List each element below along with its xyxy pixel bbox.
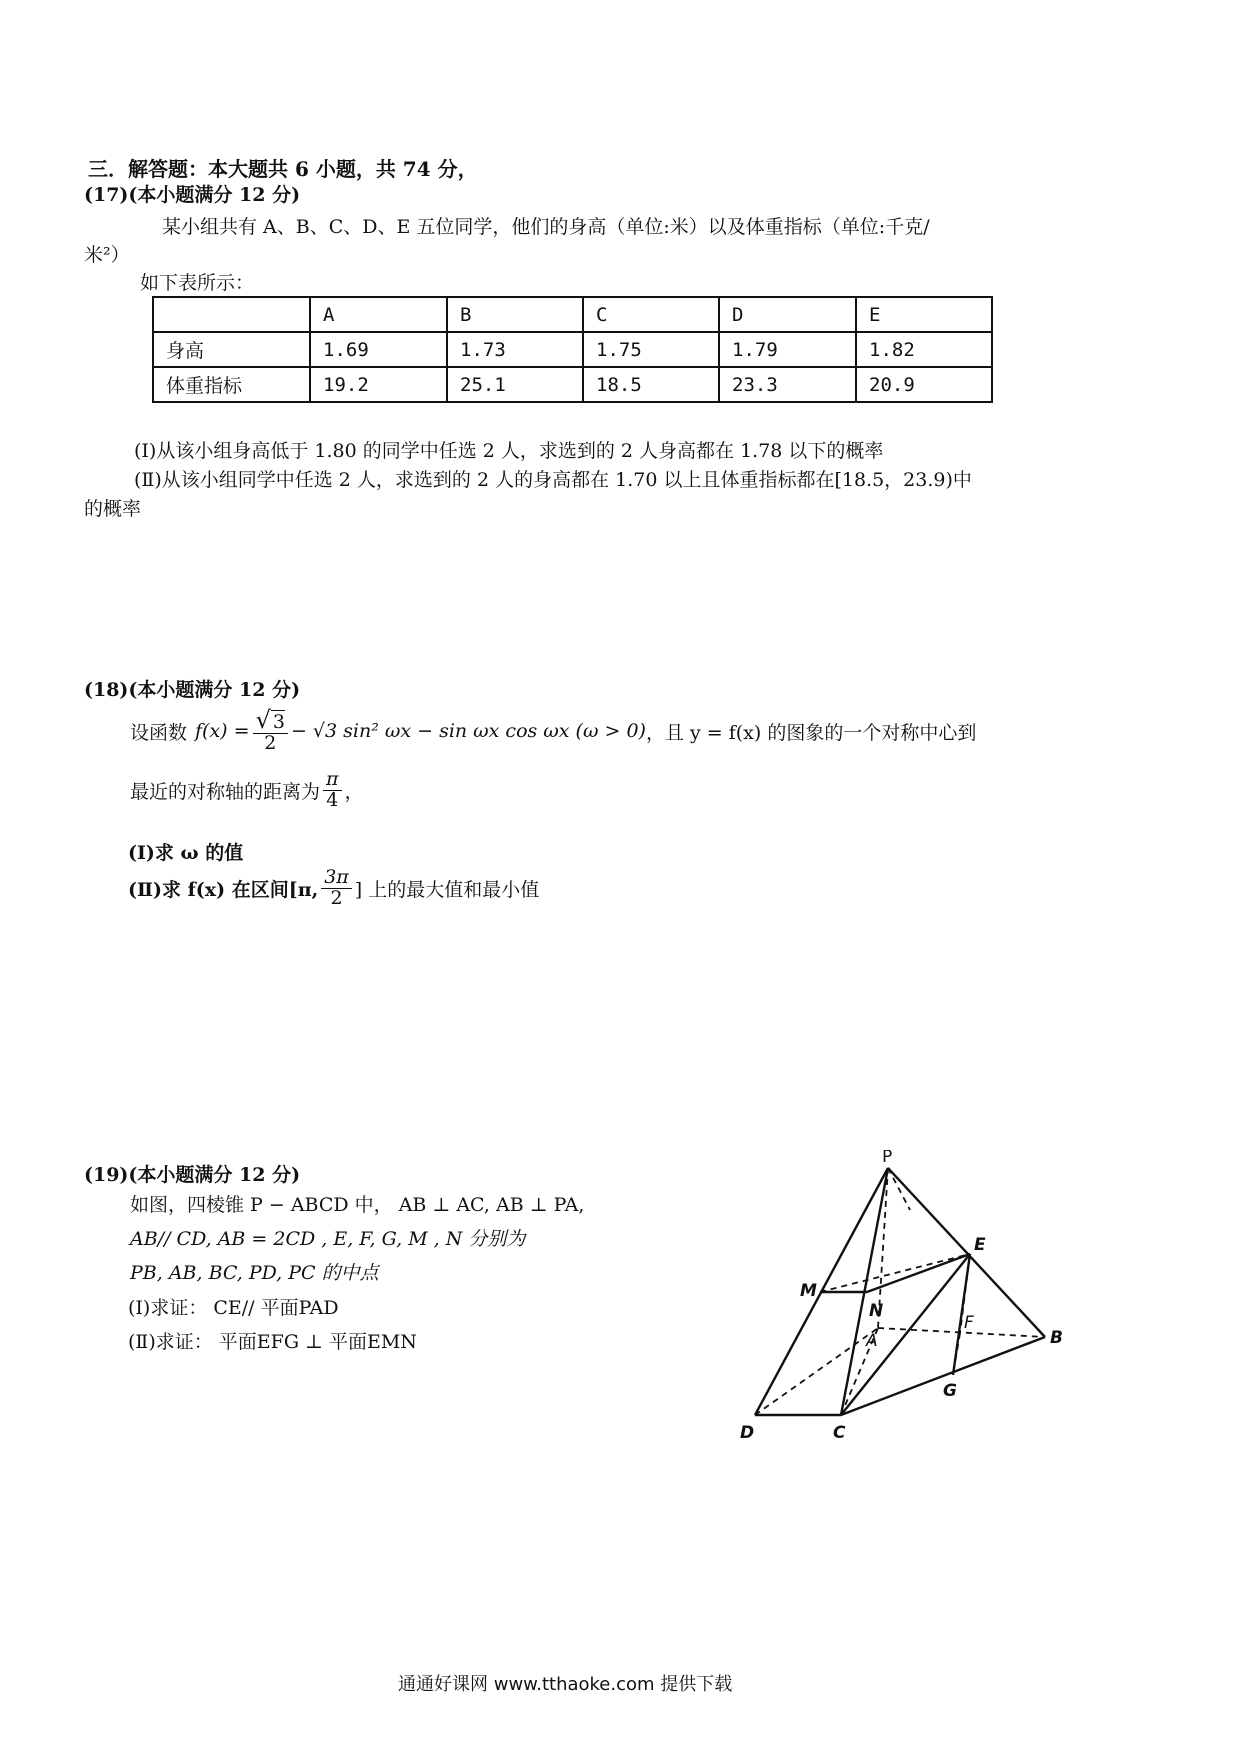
q18-middle-expr: − √3 sin² ωx − sin ωx cos ωx (ω > 0)	[290, 720, 646, 743]
table-header-cell	[153, 297, 310, 332]
q18-f-of-x: f(x) =	[195, 720, 250, 743]
table-row-label: 身高	[153, 332, 310, 367]
table-cell: 1.82	[856, 332, 992, 367]
table-cell: 25.1	[447, 367, 583, 402]
q18-part2	[128, 868, 539, 909]
table-cell: 19.2	[310, 367, 447, 402]
table-header-cell: A	[310, 297, 447, 332]
q17-header: (17)(本小题满分 12 分)	[84, 184, 301, 206]
label-A: A	[866, 1331, 878, 1351]
q19-part1: (Ⅰ)求证： CE// 平面PAD	[128, 1297, 339, 1319]
table-cell: 20.9	[856, 367, 992, 402]
q18-stem-line1	[130, 708, 976, 754]
q18-header: (18)(本小题满分 12 分)	[84, 679, 301, 701]
q17-intro-line1: 某小组共有 A、B、C、D、E 五位同学，他们的身高（单位:米）以及体重指标（单位:千克/	[162, 216, 930, 238]
q17-part2-line1: (Ⅱ)从该小组同学中任选 2 人，求选到的 2 人的身高都在 1.70 以上且体重指标都在[18.5，23.9)中	[134, 469, 972, 491]
table-header-cell: B	[447, 297, 583, 332]
label-M: M	[800, 1281, 817, 1301]
footer-source: 通通好课网 www.tthaoke.com 提供下载	[398, 1674, 733, 1695]
q19-line3: PB, AB, BC, PD, PC 的中点	[130, 1262, 379, 1284]
q17-intro-line3: 如下表所示：	[140, 272, 255, 294]
q18-two: 2	[264, 732, 277, 755]
q18-part2-prefix: (Ⅱ)求 f(x) 在区间[π,	[128, 878, 319, 901]
table-header-cell: E	[856, 297, 992, 332]
label-F: F	[964, 1313, 974, 1333]
table-row-label: 体重指标	[153, 367, 310, 402]
q17-intro-line2: 米²）	[84, 244, 130, 266]
table-header-cell: C	[583, 297, 719, 332]
label-N: N	[869, 1301, 884, 1321]
q19-header: (19)(本小题满分 12 分)	[84, 1164, 301, 1186]
table-header-cell: D	[719, 297, 856, 332]
label-E: E	[974, 1235, 986, 1255]
table-cell: 1.73	[447, 332, 583, 367]
q18-line2-suffix: ，	[344, 780, 364, 803]
section-title: 三．解答题：本大题共 6 小题，共 74 分，	[88, 157, 478, 181]
q19-line1: 如图，四棱锥 P − ABCD 中， AB ⊥ AC, AB ⊥ PA,	[130, 1194, 585, 1216]
q18-two-b: 2	[330, 886, 343, 909]
label-C: C	[833, 1423, 846, 1443]
table-cell: 1.79	[719, 332, 856, 367]
edge-PB	[888, 1168, 1045, 1337]
q17-part1: (Ⅰ)从该小组身高低于 1.80 的同学中任选 2 人，求选到的 2 人身高都在 1.78 以下的概率	[134, 440, 884, 462]
edge-ME	[820, 1254, 970, 1292]
label-B: B	[1050, 1328, 1063, 1348]
q18-fraction-pi-over-4	[323, 770, 342, 811]
q18-three-pi: 3π	[321, 868, 352, 889]
q18-line2-prefix: 最近的对称轴的距离为	[130, 780, 321, 803]
q18-part2-suffix: ] 上的最大值和最小值	[354, 878, 540, 901]
q17-data-table	[152, 296, 993, 403]
q18-fraction-sqrt3-over-2: $\frac{√ 3}{2}$	[253, 708, 288, 754]
q17-part2-line2: 的概率	[84, 498, 142, 520]
q19-line2: AB// CD, AB = 2CD , E, F, G, M , N 分别为	[130, 1228, 526, 1250]
table-cell: 18.5	[583, 367, 719, 402]
label-D: D	[740, 1423, 755, 1443]
table-row	[153, 332, 992, 367]
table-cell: 23.3	[719, 367, 856, 402]
q18-stem-prefix: 设函数	[130, 721, 188, 744]
pyramid-figure	[720, 1150, 1100, 1450]
q18-sqrt3: 3	[272, 711, 285, 733]
label-P: P	[882, 1150, 893, 1167]
table-cell: 1.75	[583, 332, 719, 367]
q18-stem-suffix: ，且 y = f(x) 的图象的一个对称中心到	[645, 721, 977, 744]
table-row	[153, 367, 992, 402]
q18-fraction-3pi-over-2	[321, 868, 352, 909]
label-G: G	[943, 1381, 957, 1401]
q18-stem-line2	[130, 770, 364, 811]
q19-part2: (Ⅱ)求证： 平面EFG ⊥ 平面EMN	[128, 1331, 417, 1353]
q18-four: 4	[326, 788, 339, 811]
q18-part1: (Ⅰ)求 ω 的值	[128, 842, 244, 864]
table-cell: 1.69	[310, 332, 447, 367]
table-header-row	[153, 297, 992, 332]
q18-pi: π	[323, 770, 342, 791]
